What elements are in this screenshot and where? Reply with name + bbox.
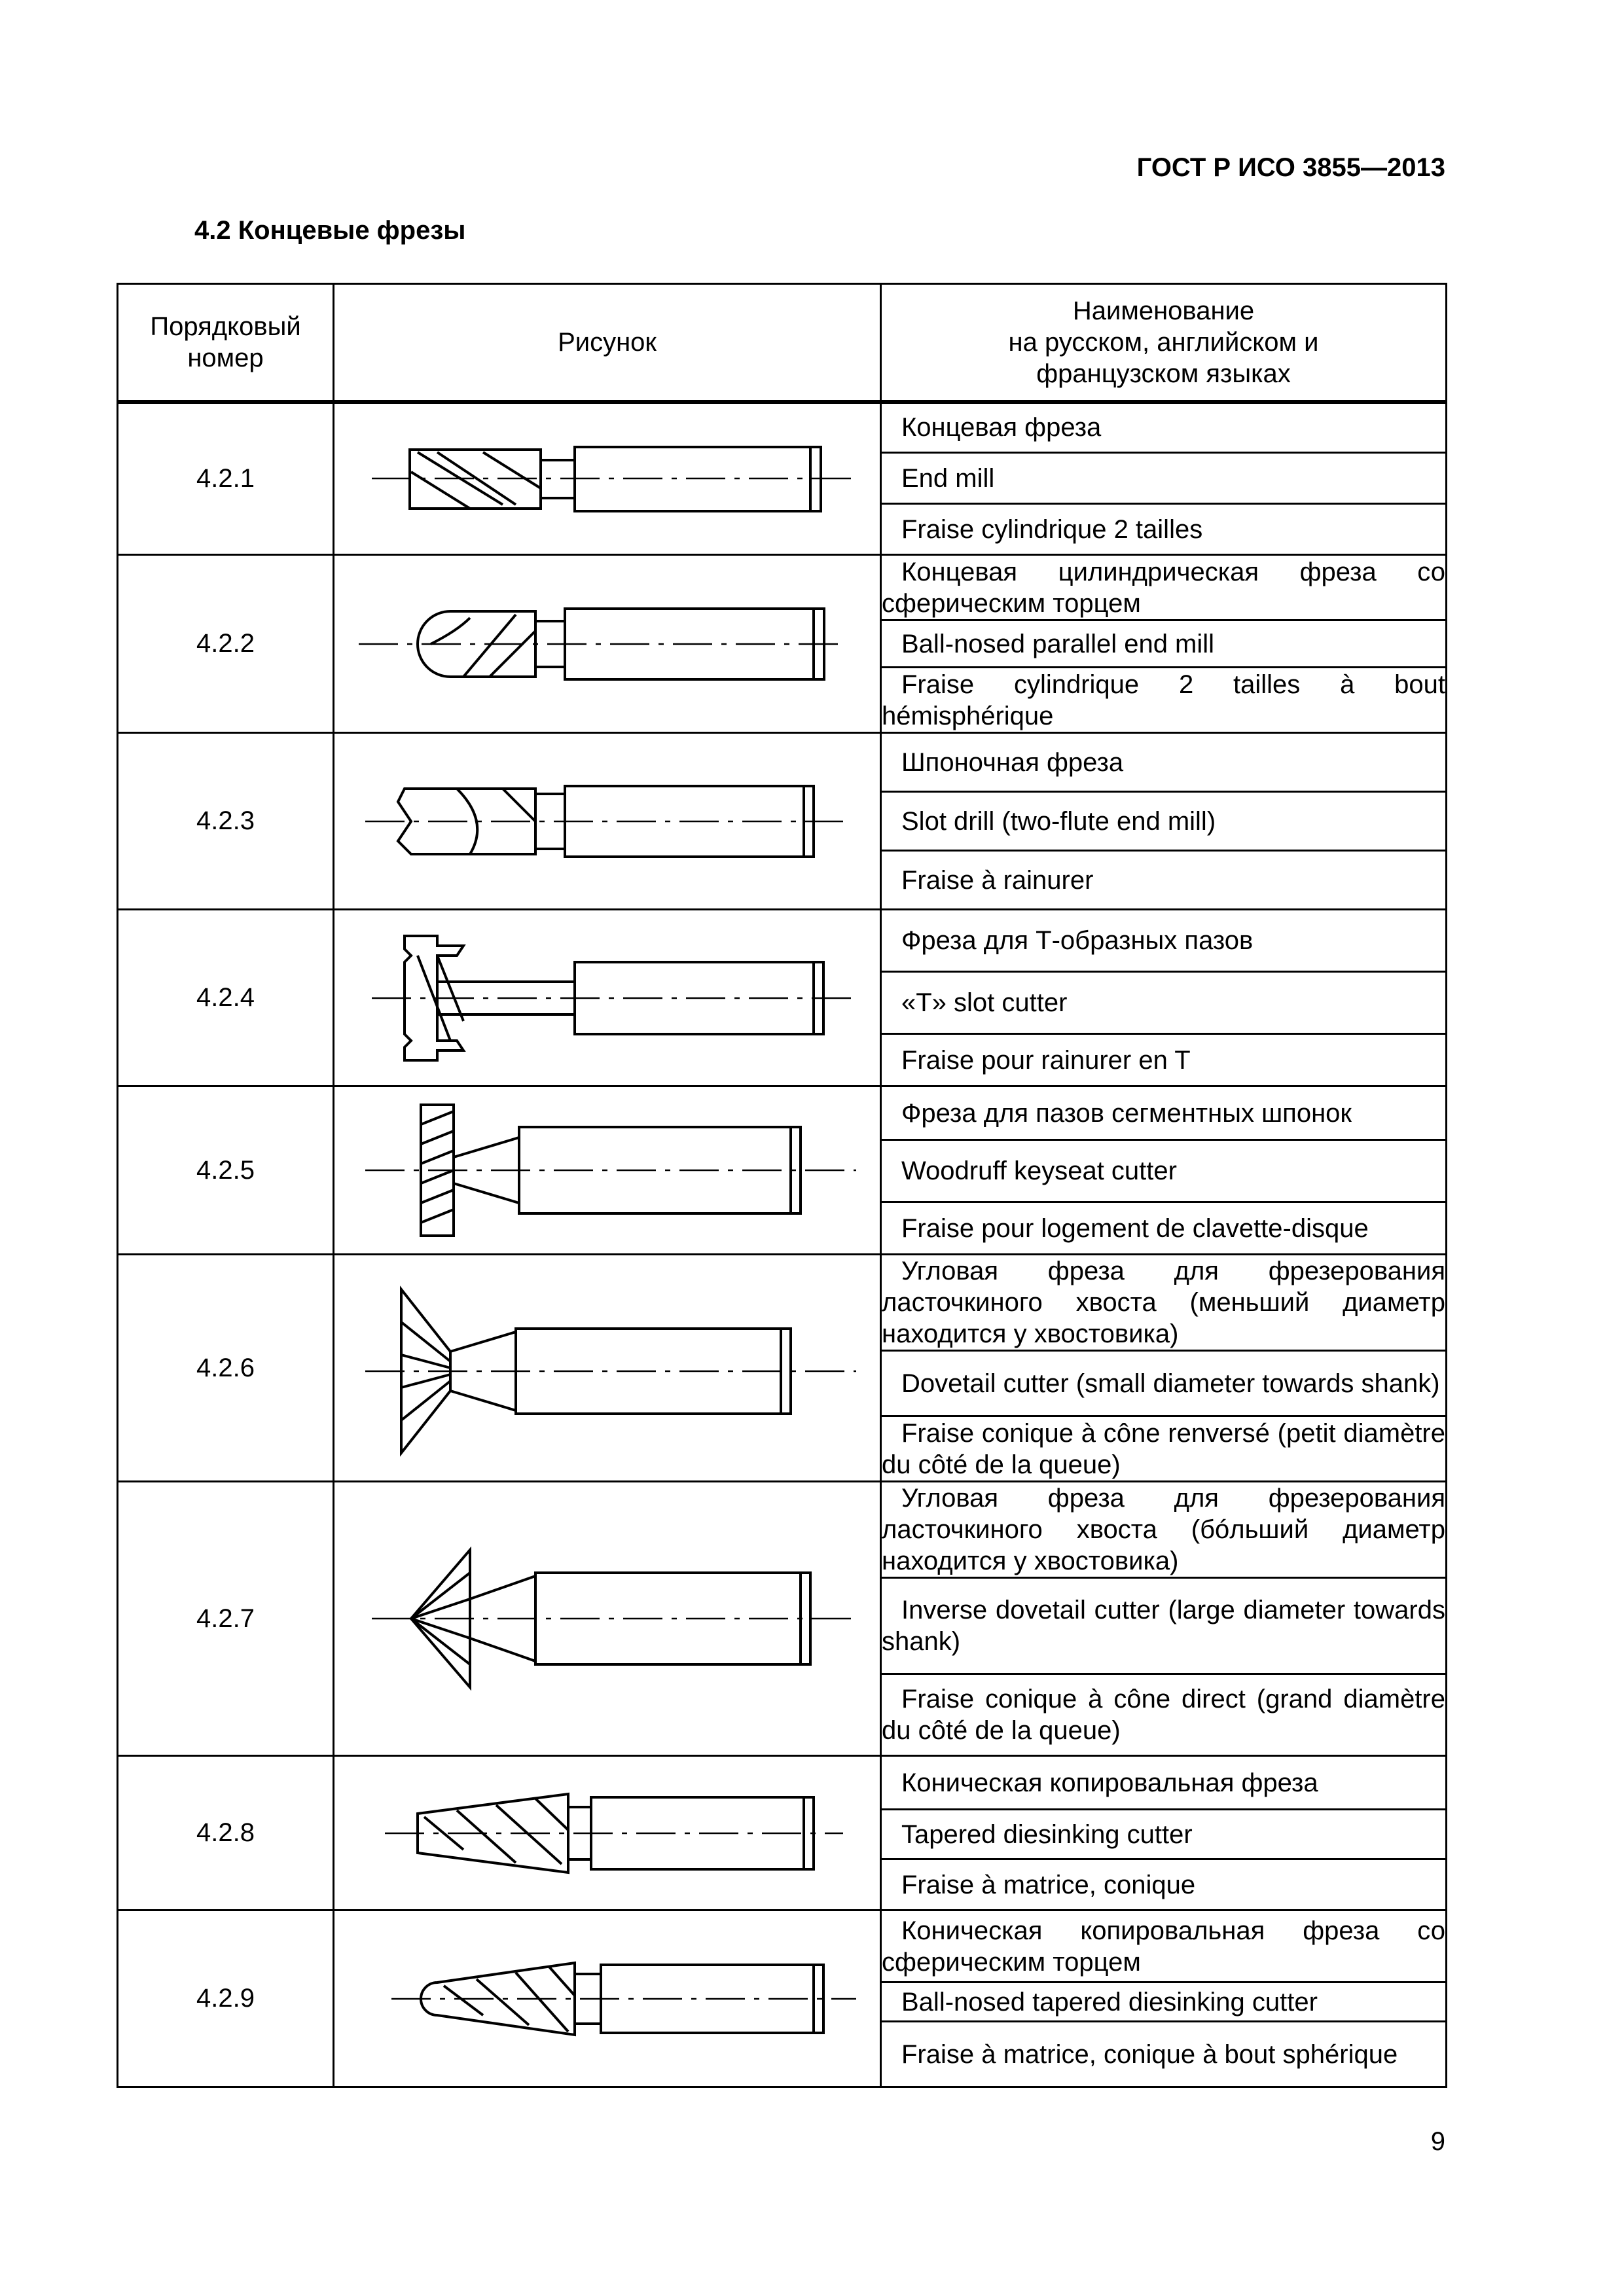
- row-number: 4.2.4: [118, 910, 334, 1086]
- table-row: [118, 402, 1447, 453]
- name-en: Ball-nosed tapered diesinking cutter: [881, 1982, 1447, 2022]
- name-fr: Fraise à matrice, conique à bout sphérique: [881, 2022, 1447, 2087]
- name-ru: Фреза для пазов сегментных шпонок: [881, 1086, 1447, 1140]
- column-header-number: Порядковый номер: [118, 284, 334, 402]
- tools-table: [117, 283, 1447, 2088]
- row-number: 4.2.6: [118, 1255, 334, 1482]
- name-ru: Шпоночная фреза: [881, 733, 1447, 792]
- name-ru: Концевая цилиндрическая фреза со сферическим торцем: [881, 555, 1447, 620]
- tapered-diesinking-cutter-icon: [359, 1758, 856, 1909]
- name-fr: Fraise cylindrique 2 tailles: [881, 504, 1447, 555]
- column-header-name-line1: Наименование: [1072, 296, 1255, 325]
- name-fr: Fraise conique à cône renversé (petit diamètre du côté de la queue): [881, 1416, 1447, 1482]
- name-en: Woodruff keyseat cutter: [881, 1140, 1447, 1202]
- slot-drill-icon: [359, 743, 856, 900]
- table-row: [118, 910, 1447, 972]
- row-figure: [334, 1756, 881, 1910]
- row-figure: [334, 555, 881, 733]
- ball-nosed-tapered-cutter-icon: [359, 1914, 856, 2084]
- row-number: 4.2.9: [118, 1910, 334, 2087]
- column-header-figure: Рисунок: [334, 284, 881, 402]
- row-number: 4.2.2: [118, 555, 334, 733]
- name-fr: Fraise pour logement de clavette-disque: [881, 1202, 1447, 1255]
- name-en: Ball-nosed parallel end mill: [881, 620, 1447, 668]
- table-row: [118, 1756, 1447, 1810]
- name-ru: Коническая копировальная фреза: [881, 1756, 1447, 1810]
- woodruff-cutter-icon: [359, 1092, 856, 1249]
- row-number: 4.2.7: [118, 1482, 334, 1756]
- name-en: «T» slot cutter: [881, 972, 1447, 1034]
- name-en: End mill: [881, 453, 1447, 504]
- ball-nosed-end-mill-icon: [359, 559, 856, 729]
- row-figure: [334, 1255, 881, 1482]
- name-fr: Fraise pour rainurer en T: [881, 1034, 1447, 1086]
- table-header-row: [118, 284, 1447, 402]
- row-figure: [334, 733, 881, 910]
- column-header-name: [881, 284, 1447, 402]
- name-fr: Fraise cylindrique 2 tailles à bout hémisphérique: [881, 668, 1447, 733]
- table-row: [118, 1482, 1447, 1578]
- column-header-name-line2: на русском, английском и: [1008, 327, 1319, 357]
- end-mill-icon: [359, 406, 856, 550]
- row-figure: [334, 1482, 881, 1756]
- name-en: Slot drill (two-flute end mill): [881, 792, 1447, 851]
- name-fr: Fraise à matrice, conique: [881, 1859, 1447, 1910]
- table-row: [118, 555, 1447, 620]
- name-ru: Коническая копировальная фреза со сферическим торцем: [881, 1910, 1447, 1982]
- dovetail-cutter-icon: [359, 1263, 856, 1473]
- row-figure: [334, 402, 881, 555]
- column-header-name-line3: французском языках: [1036, 359, 1291, 388]
- table-row: [118, 1910, 1447, 1982]
- name-fr: Fraise à rainurer: [881, 851, 1447, 910]
- table-row: [118, 1086, 1447, 1140]
- t-slot-cutter-icon: [359, 916, 856, 1080]
- name-ru: Угловая фреза для фрезерования ласточкиного хвоста (бóльший диаметр находится у хвостовика): [881, 1482, 1447, 1578]
- table-row: [118, 1255, 1447, 1351]
- name-en: Inverse dovetail cutter (large diameter towards shank): [881, 1578, 1447, 1674]
- row-number: 4.2.5: [118, 1086, 334, 1255]
- name-ru: Угловая фреза для фрезерования ласточкиного хвоста (меньший диаметр находится у хвостовика): [881, 1255, 1447, 1351]
- name-fr: Fraise conique à cône direct (grand diamètre du côté de la queue): [881, 1674, 1447, 1756]
- name-en: Dovetail cutter (small diameter towards shank): [881, 1351, 1447, 1416]
- page-number: 9: [1430, 2127, 1445, 2156]
- row-figure: [334, 910, 881, 1086]
- name-ru: Фреза для Т-образных пазов: [881, 910, 1447, 972]
- section-title: 4.2 Концевые фрезы: [194, 216, 466, 245]
- row-number: 4.2.3: [118, 733, 334, 910]
- row-figure: [334, 1086, 881, 1255]
- row-figure: [334, 1910, 881, 2087]
- name-ru: Концевая фреза: [881, 402, 1447, 453]
- inverse-dovetail-cutter-icon: [359, 1488, 856, 1749]
- document-code: ГОСТ Р ИСО 3855—2013: [1136, 153, 1445, 182]
- row-number: 4.2.1: [118, 402, 334, 555]
- name-en: Tapered diesinking cutter: [881, 1810, 1447, 1859]
- row-number: 4.2.8: [118, 1756, 334, 1910]
- table-row: [118, 733, 1447, 792]
